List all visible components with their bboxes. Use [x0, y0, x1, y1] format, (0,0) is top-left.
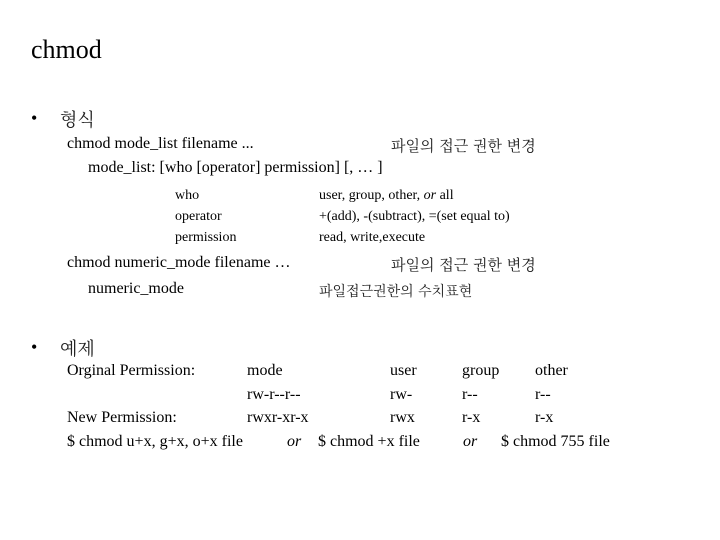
col-group-header: group [462, 362, 500, 379]
syntax-line-1-desc: 파일의 접근 권한 변경 [391, 137, 536, 155]
syntax-line-2-desc: 파일의 접근 권한 변경 [391, 256, 536, 274]
new-other-value: r-x [535, 409, 554, 426]
orig-mode-value: rw-r--r-- [247, 386, 301, 403]
slide-title: chmod [31, 35, 102, 64]
param-name-permission: permission [175, 230, 237, 245]
section-heading-format: 형식 [60, 110, 95, 131]
bullet-1: • [31, 108, 38, 128]
syntax-line-2: chmod numeric_mode filename … [67, 254, 291, 271]
syntax-line-1: chmod mode_list filename ... [67, 135, 254, 152]
orig-group-value: r-- [462, 386, 478, 403]
param-name-who: who [175, 188, 200, 203]
or-connector-2: or [463, 433, 478, 450]
bullet-2: • [31, 337, 38, 357]
new-user-value: rwx [390, 409, 415, 426]
command-symbolic: $ chmod u+x, g+x, o+x file [67, 433, 243, 450]
command-numeric: $ chmod 755 file [501, 433, 610, 450]
new-permission-label: New Permission: [67, 409, 177, 426]
param-value-permission: read, write,execute [319, 230, 426, 245]
param-value-who: user, group, other, or all [319, 188, 454, 203]
orig-other-value: r-- [535, 386, 551, 403]
section-heading-example: 예제 [60, 339, 95, 360]
new-mode-value: rwxr-xr-x [247, 409, 309, 426]
col-mode-header: mode [247, 362, 283, 379]
new-group-value: r-x [462, 409, 481, 426]
mode-list-definition: mode_list: [who [operator] permission] [, … ] [88, 159, 383, 176]
col-other-header: other [535, 362, 568, 379]
numeric-mode-label: numeric_mode [88, 280, 184, 297]
command-plus-x: $ chmod +x file [318, 433, 420, 450]
numeric-mode-desc: 파일접근권한의 수치표현 [319, 284, 473, 300]
param-name-operator: operator [175, 209, 222, 224]
col-user-header: user [390, 362, 417, 379]
original-permission-label: Orginal Permission: [67, 362, 196, 379]
orig-user-value: rw- [390, 386, 413, 403]
param-value-operator: +(add), -(subtract), =(set equal to) [319, 209, 510, 224]
or-connector-1: or [287, 433, 302, 450]
